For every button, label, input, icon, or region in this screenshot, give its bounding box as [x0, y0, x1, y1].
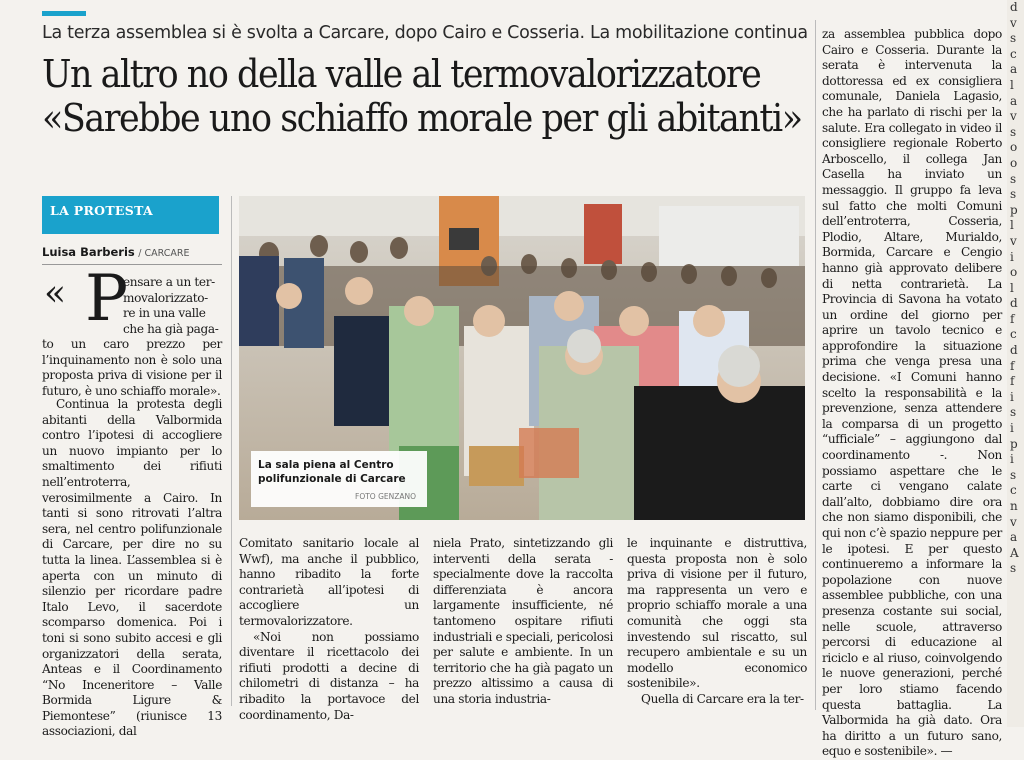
paragraph: niela Prato, sintetizzando gli interventi della serata - specialmente dove la raccolta differenziata è ancora largamente insufficiente, né tantomeno ospitare rifiuti industriali e speciali, pericolosi per salute e ambiente. In un territorio che ha già pagato un prezzo altissimo a causa di una storia industria-: [433, 536, 614, 706]
adjacent-article-letter: l: [1010, 77, 1014, 92]
paragraph: Continua la protesta degli abitanti della Valbormida contro l’ipotesi di accogliere un nuovo impianto per lo smaltimento dei rifiuti nell’entroterra, verosimilmente a Cairo. In tanti si sono ritrovati l’altra sera, nel centro polifunzionale di Carcare, per dire no su tutta la linea. L’assemblea si è aperta con un minuto di silenzio per ricordare padre Italo Levo, il sacerdote scomparso domenica. Poi i toni si sono subito accesi e gli organizzatori della serata, Anteas e il Coordinamento “No Inceneritore – Valle Bormida Ligure & Piemontese” (riunisce 13 associazioni, dal: [42, 397, 222, 739]
adjacent-article-letter: l: [1010, 218, 1014, 233]
adjacent-article-letter: f: [1010, 358, 1015, 373]
photo-credit: FOTO GENZANO: [355, 492, 417, 501]
lead-line: ensare a un ter-: [123, 275, 215, 289]
headline: [42, 52, 802, 140]
adjacent-article-letter: o: [1010, 140, 1018, 155]
adjacent-article-letter: d: [1010, 343, 1018, 358]
headline-line-1: Un altro no della valle al termovalorizzatore: [42, 52, 761, 96]
adjacent-article-letter: v: [1010, 109, 1017, 124]
column-5: [822, 27, 1002, 760]
lead-rest: to un caro prezzo per l’inquinamento non è solo una proposta priva di visione per il futuro, è uno schiaffo morale».: [42, 337, 222, 398]
kicker: La terza assemblea si è svolta a Carcare, dopo Cairo e Cosseria. La mobilitazione continua: [42, 23, 808, 43]
adjacent-article-letter: a: [1010, 93, 1018, 108]
column-divider: [815, 20, 816, 710]
photo-caption: La sala piena al Centro polifunzionale di Carcare: [258, 459, 406, 485]
column-4: [627, 536, 807, 708]
column-3: [433, 536, 613, 708]
adjacent-article-letter: o: [1010, 155, 1018, 170]
adjacent-article-letter: a: [1010, 62, 1018, 77]
lead-line: re in una valle: [123, 306, 206, 321]
column-divider: [231, 196, 232, 706]
adjacent-article-letter: c: [1010, 483, 1017, 498]
section-label: LA PROTESTA: [50, 203, 153, 218]
byline: Luisa Barberis / CARCARE: [42, 245, 222, 265]
adjacent-article-letter: p: [1010, 202, 1018, 217]
paragraph: za assemblea pubblica dopo Cairo e Cosseria. Durante la serata è intervenuta la dottoressa ed ex consigliera comunale, Daniela Lagasio, che ha parlato di rischi per la salute. Era collegato in video il consigliere regionale Roberto Arboscello, il collega Jan Casella ha inviato un messaggio. Il gruppo fa leva sul fatto che molti Comuni dell’entroterra, Cosseria, Plodio, Altare, Murialdo, Bormida, Carcare e Cengio hanno già approvato delibere di netta contrarietà. La Provincia di Savona ha votato un ordine del giorno per aprire un tavolo tecnico e approfondire la situazione prima che venga presa una decisione. «I Comuni hanno scelto la responsabilità e la prevenzione, senza attendere la comparsa di un progetto “ufficiale” – aggiungono dal coordinamento -. Non possiamo aspettare che le carte ci vengano calate dall’alto, dobbiamo dire ora che non siamo disponibili, che qui non c’è spazio neppure per le ipotesi. E per questo continueremo a informare la popolazione con nuove assemblee pubbliche, con una presenza costante sui social, nelle scuole, attraverso percorsi di educazione al riciclo e al riuso, coinvolgendo le nuove generazioni, perché per loro stiamo facendo questa battaglia. La Valbormida ha già dato. Ora ha diritto a un futuro sano, equo e sostenibile». —: [822, 27, 1002, 759]
adjacent-article-letter: i: [1010, 421, 1014, 436]
column-2: [239, 536, 419, 723]
adjacent-article-letter: v: [1010, 15, 1017, 30]
adjacent-article-letter: n: [1010, 499, 1018, 513]
adjacent-article-letter: s: [1010, 561, 1017, 576]
adjacent-article-letter: f: [1010, 311, 1015, 326]
adjacent-article-letter: i: [1010, 249, 1014, 264]
adjacent-article-letter: s: [1010, 467, 1017, 482]
byline-author: Luisa Barberis: [42, 245, 135, 259]
drop-cap: P: [85, 262, 129, 336]
adjacent-article-letter: s: [1010, 124, 1017, 139]
lead-paragraph: [42, 337, 222, 399]
adjacent-article-letter: c: [1010, 46, 1017, 61]
adjacent-article-letter: f: [1010, 374, 1015, 389]
adjacent-article-letter: v: [1010, 233, 1017, 248]
byline-location: CARCARE: [144, 248, 190, 259]
adjacent-article-letter: d: [1010, 0, 1018, 14]
adjacent-article-edge: [1007, 0, 1024, 727]
adjacent-article-letter: v: [1010, 514, 1017, 529]
adjacent-article-letter: c: [1010, 327, 1017, 342]
opening-quote-mark: «: [44, 273, 67, 314]
paragraph: le inquinante e distruttiva, questa proposta non è solo priva di visione per il futuro, ma rappresenta un vero e proprio schiaffo morale a una comunità che oggi sta investendo sul riscatto, sul recupero ambientale e su un modello economico sostenibile».: [627, 536, 807, 691]
adjacent-article-letter: s: [1010, 405, 1017, 420]
adjacent-article-letter: o: [1010, 265, 1018, 280]
adjacent-article-letter: l: [1010, 280, 1014, 295]
adjacent-article-letter: d: [1010, 296, 1018, 311]
adjacent-article-letter: A: [1010, 545, 1019, 560]
lead-line: movalorizzato-: [123, 290, 208, 305]
adjacent-article-letter: s: [1010, 31, 1017, 46]
lead-line: che ha già paga-: [123, 321, 219, 336]
paragraph: Quella di Carcare era la ter-: [641, 691, 804, 706]
adjacent-article-letter: a: [1010, 530, 1018, 545]
headline-line-2: «Sarebbe uno schiaffo morale per gli abitanti»: [42, 96, 802, 140]
adjacent-article-letter: s: [1010, 171, 1017, 186]
lead-beside-dropcap: [123, 275, 221, 337]
paragraph: «Noi non possiamo diventare il ricettacolo dei rifiuti prodotti a decine di chilometri di distanza – ha ribadito la portavoce del coordinamento, Da-: [239, 629, 419, 722]
adjacent-article-letter: i: [1010, 452, 1014, 467]
adjacent-article-letter: p: [1010, 436, 1018, 451]
paragraph: Comitato sanitario locale al Wwf), ma anche il pubblico, hanno ribadito la forte contrarietà all’ipotesi di accogliere un termovalorizzatore.: [239, 536, 419, 628]
column-1: [42, 397, 222, 740]
adjacent-article-letter: i: [1010, 389, 1014, 404]
adjacent-article-letter: s: [1010, 187, 1017, 202]
kicker-accent-bar: [42, 11, 86, 16]
